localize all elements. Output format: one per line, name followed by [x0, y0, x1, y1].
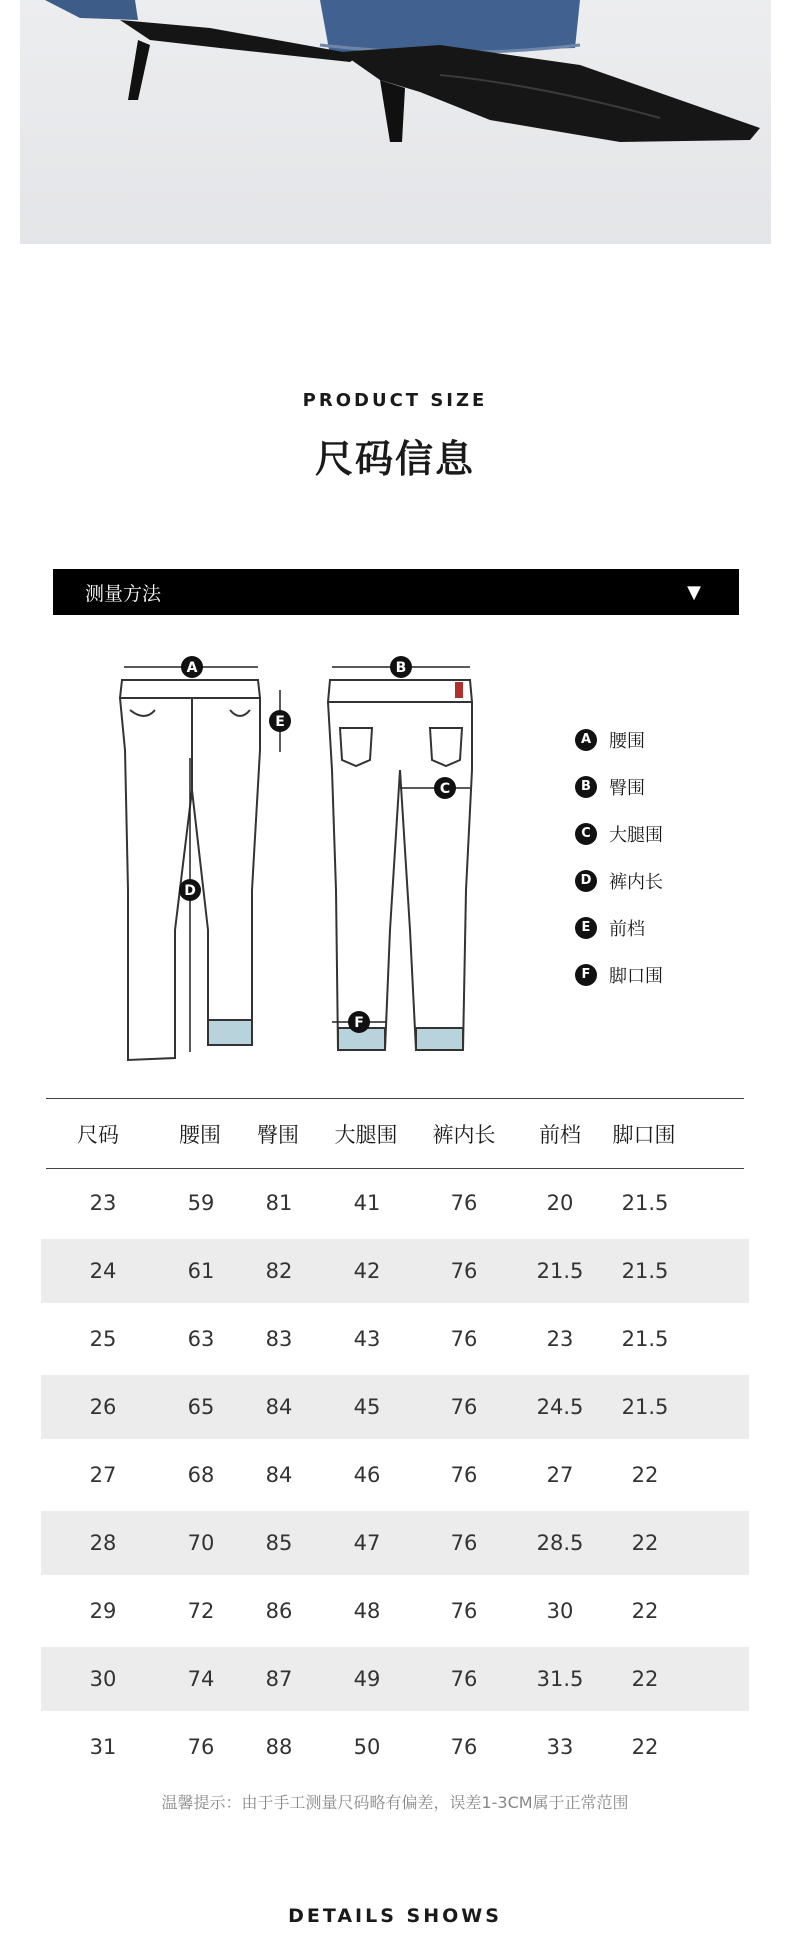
table-cell: 83 [265, 1327, 293, 1351]
table-cell: 29 [89, 1599, 117, 1623]
marker-a-badge-icon: A [575, 729, 597, 751]
marker-b-badge-icon: B [575, 776, 597, 798]
jeans-measurement-diagram [100, 640, 500, 1070]
legend-item [575, 763, 663, 810]
table-cell: 22 [631, 1463, 659, 1487]
table-cell: 88 [265, 1735, 293, 1759]
column-header: 尺码 [77, 1122, 119, 1147]
table-cell: 74 [187, 1667, 215, 1691]
table-cell: 86 [265, 1599, 293, 1623]
table-cell: 76 [450, 1463, 478, 1487]
table-cell: 85 [265, 1531, 293, 1555]
table-cell: 76 [450, 1531, 478, 1555]
column-header: 裤内长 [432, 1122, 496, 1147]
details-title: DETAILS SHOWS [288, 1905, 502, 1927]
table-cell: 76 [187, 1735, 215, 1759]
table-row [46, 1443, 744, 1507]
table-cell: 21.5 [621, 1259, 669, 1283]
measure-method-bar[interactable] [53, 569, 739, 615]
table-row [46, 1715, 744, 1779]
table-cell: 22 [631, 1735, 659, 1759]
table-cell: 21.5 [621, 1395, 669, 1419]
table-cell: 82 [265, 1259, 293, 1283]
table-cell: 65 [187, 1395, 215, 1419]
legend-item [575, 716, 663, 763]
table-row [41, 1375, 749, 1439]
table-cell: 72 [187, 1599, 215, 1623]
size-table [46, 1098, 744, 1779]
marker-a-label: A [186, 660, 198, 676]
table-cell: 28.5 [536, 1531, 584, 1555]
table-cell: 76 [450, 1259, 478, 1283]
legend-label: 腰围 [609, 730, 645, 752]
table-row [46, 1307, 744, 1371]
table-cell: 48 [353, 1599, 381, 1623]
table-cell: 30 [89, 1667, 117, 1691]
table-row [46, 1579, 744, 1643]
table-cell: 41 [353, 1191, 381, 1215]
table-cell: 76 [450, 1191, 478, 1215]
table-cell: 76 [450, 1667, 478, 1691]
table-cell: 42 [353, 1259, 381, 1283]
table-cell: 20 [546, 1191, 574, 1215]
section-title: 尺码信息 [314, 437, 475, 481]
table-cell: 87 [265, 1667, 293, 1691]
column-header: 脚口围 [612, 1122, 676, 1147]
table-cell: 49 [353, 1667, 381, 1691]
column-header: 前档 [539, 1122, 581, 1147]
marker-d-label: D [184, 883, 196, 899]
table-cell: 47 [353, 1531, 381, 1555]
product-photo [20, 0, 771, 244]
table-cell: 21.5 [621, 1327, 669, 1351]
table-cell: 24.5 [536, 1395, 584, 1419]
table-cell: 21.5 [621, 1191, 669, 1215]
table-cell: 25 [89, 1327, 117, 1351]
table-cell: 23 [546, 1327, 574, 1351]
table-cell: 61 [187, 1259, 215, 1283]
table-row [41, 1239, 749, 1303]
measure-method-label: 测量方法 [85, 582, 162, 605]
shoes-illustration [20, 0, 771, 244]
marker-f-badge-icon: F [575, 964, 597, 986]
table-cell: 43 [353, 1327, 381, 1351]
measurement-legend [575, 716, 663, 998]
table-cell: 84 [265, 1395, 293, 1419]
table-cell: 23 [89, 1191, 117, 1215]
legend-label: 大腿围 [609, 824, 663, 846]
table-cell: 59 [187, 1191, 215, 1215]
table-cell: 24 [89, 1259, 117, 1283]
table-cell: 84 [265, 1463, 293, 1487]
table-cell: 50 [353, 1735, 381, 1759]
legend-label: 前档 [609, 918, 645, 940]
legend-item [575, 904, 663, 951]
table-header [46, 1098, 744, 1169]
table-cell: 63 [187, 1327, 215, 1351]
table-row [41, 1511, 749, 1575]
marker-c-label: C [439, 781, 451, 797]
table-cell: 76 [450, 1599, 478, 1623]
legend-label: 裤内长 [609, 871, 663, 893]
marker-d-badge-icon: D [575, 870, 597, 892]
table-cell: 76 [450, 1327, 478, 1351]
table-cell: 22 [631, 1531, 659, 1555]
table-cell: 26 [89, 1395, 117, 1419]
table-cell: 46 [353, 1463, 381, 1487]
table-cell: 27 [546, 1463, 574, 1487]
table-cell: 33 [546, 1735, 574, 1759]
legend-item [575, 951, 663, 998]
table-cell: 81 [265, 1191, 293, 1215]
table-cell: 21.5 [536, 1259, 584, 1283]
triangle-down-icon[interactable]: ▼ [687, 581, 701, 603]
table-cell: 28 [89, 1531, 117, 1555]
column-header: 腰围 [179, 1122, 221, 1147]
table-cell: 70 [187, 1531, 215, 1555]
column-header: 臀围 [257, 1122, 299, 1147]
table-cell: 31 [89, 1735, 117, 1759]
table-cell: 30 [546, 1599, 574, 1623]
column-header: 大腿围 [334, 1122, 398, 1147]
legend-label: 臀围 [609, 777, 645, 799]
table-cell: 27 [89, 1463, 117, 1487]
marker-e-badge-icon: E [575, 917, 597, 939]
marker-e-label: E [275, 714, 285, 730]
table-cell: 76 [450, 1395, 478, 1419]
legend-item [575, 810, 663, 857]
table-cell: 22 [631, 1667, 659, 1691]
table-cell: 45 [353, 1395, 381, 1419]
marker-c-badge-icon: C [575, 823, 597, 845]
table-cell: 31.5 [536, 1667, 584, 1691]
table-cell: 68 [187, 1463, 215, 1487]
marker-f-label: F [354, 1015, 364, 1031]
section-subtitle: PRODUCT SIZE [302, 390, 488, 411]
table-row [46, 1171, 744, 1235]
legend-item [575, 857, 663, 904]
jeans-back-drawing [328, 680, 472, 1050]
table-row [41, 1647, 749, 1711]
table-cell: 22 [631, 1599, 659, 1623]
legend-label: 脚口围 [609, 965, 663, 987]
size-note: 温馨提示：由于手工测量尺码略有偏差，误差1-3CM属于正常范围 [161, 1793, 629, 1812]
marker-b-label: B [395, 660, 407, 676]
table-body [46, 1171, 744, 1779]
table-cell: 76 [450, 1735, 478, 1759]
